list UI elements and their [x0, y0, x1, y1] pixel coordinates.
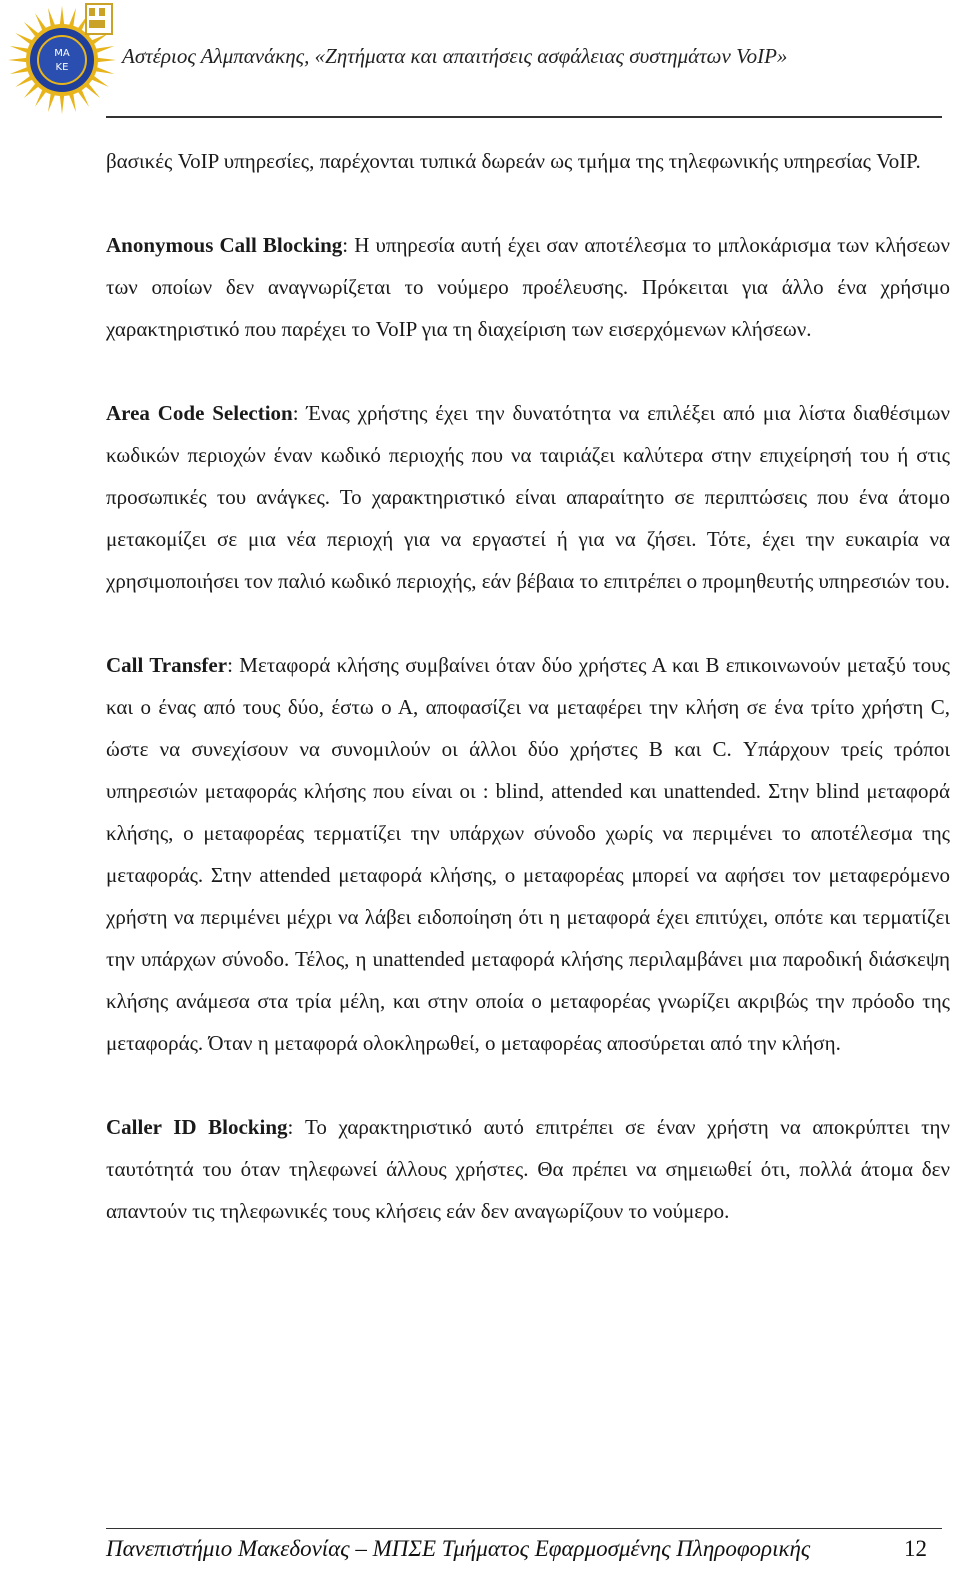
- svg-text:KE: KE: [55, 62, 69, 73]
- paragraph-area-code-selection: [106, 392, 950, 602]
- term-heading: Caller ID Blocking: [106, 1115, 288, 1139]
- paragraph-continuation: [106, 140, 950, 182]
- university-seal-logo: [6, 2, 118, 118]
- header-divider: [106, 116, 942, 118]
- footer-divider: [106, 1528, 942, 1529]
- paragraph-text: Μεταφορά κλήσης συμβαίνει όταν δύο χρήστες Α και Β επικοινωνούν μεταξύ τους και ο ένας από τους δύο, έστω ο Α, αποφασίζει να μεταφέρει την κλήση σε ένα τρίτο χρήστη C, ώστε να συνεχίσουν να συνομιλούν οι άλλοι δύο χρήστες Β και C. Υπάρχουν τρείς τρόποι υπηρεσιών μεταφοράς κλήσης που είναι οι : blind, attended και unattended. Στην blind μεταφορά κλήσης, ο μεταφορέας τερματίζει την υπάρχων σύνοδο χωρίς να περιμένει το αποτέλεσμα της μεταφοράς. Στην attended μεταφορά κλήσης, ο μεταφορέας μπορεί να αφήσει τον μεταφερόμενο χρήστη να περιμένει μέχρι να λάβει ειδοποίηση ότι η μεταφορά έχει επιτύχει, οπότε και τερματίζει την υπάρχων σύνοδο. Τέλος, η unattended μεταφορά κλήσης περιλαμβάνει μια παροδική διάσκεψη κλήσης ανάμεσα στα τρία μέλη, και στην οποία ο μεταφορέας γνωρίζει ακριβώς την πρόοδο της μεταφοράς. Όταν η μεταφορά ολοκληρωθεί, ο μεταφορέας αποσύρεται από την κλήση.: [106, 653, 950, 1055]
- footer-institution: Πανεπιστήμιο Μακεδονίας – ΜΠΣΕ Τμήματος Εφαρμοσμένης Πληροφορικής: [106, 1536, 811, 1561]
- document-running-title: Αστέριος Αλμπανάκης, «Ζητήματα και απαιτήσεις ασφάλειας συστημάτων VoIP»: [122, 44, 788, 68]
- document-body: [106, 140, 950, 1274]
- term-heading: Anonymous Call Blocking: [106, 233, 343, 257]
- seal-ray: [60, 94, 65, 114]
- term-heading: Call Transfer: [106, 653, 228, 677]
- paragraph-call-transfer: [106, 644, 950, 1064]
- paragraph-text: Ένας χρήστης έχει την δυνατότητα να επιλέξει από μια λίστα διαθέσιμων κωδικών περιοχών έναν κωδικό περιοχής που να ταιριάζει καλύτερα στην επιχείρησή του ή στις προσωπικές του ανάγκες. Το χαρακτηριστικό είναι απαραίτητο σε περιπτώσεις που ένα άτομο μετακομίζει σε μια νέα περιοχή για να εργαστεί ή για να ζήσει. Τότε, έχει την ευκαιρία να χρησιμοποιήσει τον παλιό κωδικό περιοχής, εάν βέβαια το επιτρέπει ο προμηθευτής υπηρεσιών του.: [106, 401, 950, 593]
- term-separator: :: [227, 653, 240, 677]
- paragraph-text: βασικές VoIP υπηρεσίες, παρέχονται τυπικά δωρεάν ως τμήμα της τηλεφωνικής υπηρεσίας VoIP.: [106, 149, 921, 173]
- paragraph-anonymous-call-blocking: [106, 224, 950, 350]
- term-heading: Area Code Selection: [106, 401, 293, 425]
- term-separator: :: [292, 401, 307, 425]
- paragraph-caller-id-blocking: [106, 1106, 950, 1232]
- term-separator: :: [287, 1115, 305, 1139]
- paragraph-text: Η υπηρεσία αυτή έχει σαν αποτέλεσμα το μπλοκάρισμα των κλήσεων των οποίων δεν αναγνωρίζεται το νούμερο προέλευσης. Πρόκειται για άλλο ένα χρήσιμο χαρακτηριστικό που παρέχει το VoIP για τη διαχείριση των εισερχόμενων κλήσεων.: [106, 233, 950, 341]
- page-number: 12: [904, 1536, 927, 1561]
- seal-ray: [96, 58, 116, 63]
- seal-ray: [60, 6, 65, 26]
- term-separator: :: [342, 233, 355, 257]
- svg-text:MA: MA: [54, 48, 70, 59]
- paragraph-text: Το χαρακτηριστικό αυτό επιτρέπει σε έναν χρήστη να αποκρύπτει την ταυτότητά του όταν τηλεφωνεί άλλους χρήστες. Θα πρέπει να σημειωθεί ότι, πολλά άτομα δεν απαντούν τις τηλεφωνικές τους κλήσεις εάν δεν αναγωρίζουν το νούμερο.: [106, 1115, 950, 1223]
- page-header: [0, 0, 960, 122]
- seal-ray: [8, 58, 28, 63]
